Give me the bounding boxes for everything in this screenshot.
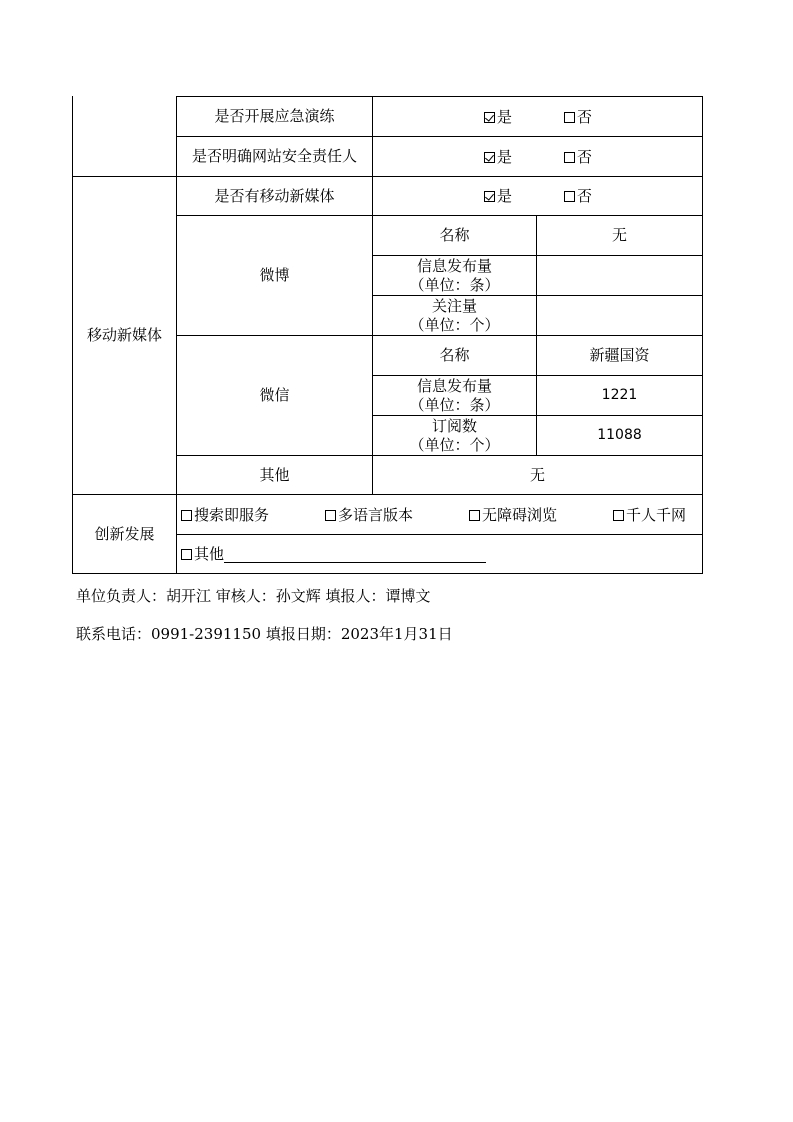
signatories-line: 单位负责人：胡开江 审核人：孙文辉 填报人：谭博文: [76, 587, 431, 605]
wechat-subs-label-line1: 订阅数: [431, 416, 477, 435]
checkbox-icon[interactable]: [613, 510, 624, 521]
wechat-subs-value: 11088: [597, 427, 642, 443]
no-label: 否: [577, 187, 593, 205]
weibo-label: 微博: [259, 266, 290, 284]
weibo-posts-label-line1: 信息发布量: [416, 256, 492, 275]
checkbox-icon[interactable]: [181, 549, 192, 560]
checkbox-icon[interactable]: [564, 152, 575, 163]
weibo-follow-value: [537, 296, 702, 335]
weibo-posts-label-line2: （单位：条）: [409, 275, 500, 294]
checkbox-icon[interactable]: [564, 112, 575, 123]
mobile-media-no-option[interactable]: [564, 187, 592, 206]
innovation-option-personalized[interactable]: [613, 506, 686, 525]
other-media-label: 其他: [259, 465, 290, 484]
no-label: 否: [577, 148, 593, 166]
checked-checkbox-icon[interactable]: [484, 112, 495, 123]
wechat-label: 微信: [259, 386, 290, 404]
wechat-subs-label-line2: （单位：个）: [409, 435, 500, 454]
emergency-drill-yes-option[interactable]: [484, 108, 512, 127]
no-label: 否: [577, 108, 593, 126]
wechat-posts-label: [373, 376, 536, 415]
weibo-name-label: 名称: [439, 226, 470, 244]
option-label: 多语言版本: [338, 506, 414, 524]
checked-checkbox-icon[interactable]: [484, 191, 495, 202]
weibo-posts-label: [373, 256, 536, 295]
emergency-drill-label: 是否开展应急演练: [214, 107, 335, 125]
checkbox-icon[interactable]: [325, 510, 336, 521]
yes-label: 是: [497, 108, 513, 126]
checkbox-icon[interactable]: [564, 191, 575, 202]
wechat-posts-label-line1: 信息发布量: [416, 376, 492, 395]
wechat-name-label: 名称: [439, 346, 470, 364]
option-label: 其他: [194, 545, 225, 563]
emergency-drill-no-option[interactable]: [564, 108, 592, 127]
checked-checkbox-icon[interactable]: [484, 152, 495, 163]
weibo-posts-value: [537, 256, 702, 295]
yes-label: 是: [497, 187, 513, 205]
security-responsibility-yes-option[interactable]: [484, 148, 512, 167]
weibo-follow-label-line2: （单位：个）: [409, 315, 500, 334]
innovation-option-search[interactable]: [181, 506, 269, 525]
contact-date-line: 联系电话：0991-2391150 填报日期：2023年1月31日: [76, 625, 453, 643]
wechat-posts-value: 1221: [601, 387, 638, 403]
mobile-media-question-label: 是否有移动新媒体: [214, 186, 335, 205]
option-label: 无障碍浏览: [482, 506, 558, 524]
checkbox-icon[interactable]: [181, 510, 192, 521]
security-responsibility-label: 是否明确网站安全责任人: [191, 147, 357, 165]
yes-label: 是: [497, 148, 513, 166]
weibo-name-value: 无: [611, 226, 627, 244]
mobile-media-section-label: 移动新媒体: [86, 326, 162, 344]
weibo-follow-label-line1: 关注量: [431, 296, 477, 315]
innovation-option-accessibility[interactable]: [469, 506, 557, 525]
other-media-value: 无: [529, 465, 545, 484]
security-responsibility-no-option[interactable]: [564, 148, 592, 167]
mobile-media-yes-option[interactable]: [484, 187, 512, 206]
option-label: 千人千网: [626, 506, 687, 524]
option-label: 搜索即服务: [194, 506, 270, 524]
table-border-bottom: [72, 573, 703, 574]
innovation-option-multilang[interactable]: [325, 506, 413, 525]
wechat-subs-label: [373, 416, 536, 455]
other-fill-in-line[interactable]: [224, 546, 486, 563]
checkbox-icon[interactable]: [469, 510, 480, 521]
table-line: [176, 534, 703, 535]
innovation-section-label: 创新发展: [94, 524, 155, 543]
wechat-name-value: 新疆国资: [589, 346, 650, 364]
innovation-option-other[interactable]: [181, 545, 486, 564]
weibo-follow-label: [373, 296, 536, 335]
wechat-posts-label-line2: （单位：条）: [409, 395, 500, 414]
